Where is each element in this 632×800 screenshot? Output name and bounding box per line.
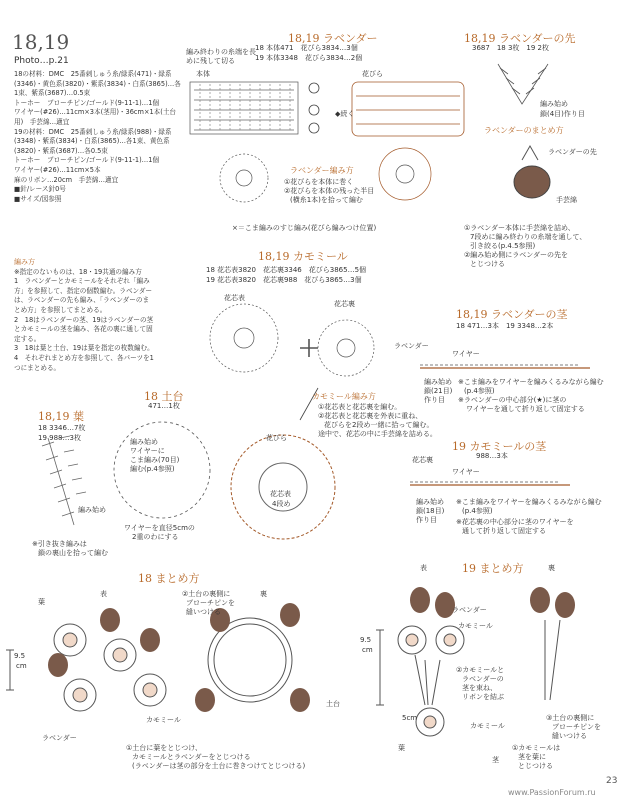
method-block	[14, 258, 189, 373]
finish19-back: 裏	[548, 564, 555, 572]
finish19-ribbon-4: リボンを結ぶ	[462, 693, 504, 701]
base-colors: 471…1枚	[148, 402, 180, 410]
cstem-start-foundation: 作り目	[416, 516, 437, 524]
photo-ref: Photo…p.21	[14, 56, 69, 66]
finish18-flowers	[48, 603, 310, 712]
lavender-legend: ×＝こま編みのすじ編み(花びら編みつけ位置)	[232, 224, 377, 232]
cstem-start: 編み始め	[416, 498, 444, 506]
finish18-note-2: カモミールとラベンダーをとじつける	[132, 753, 251, 761]
finish18-front: 表	[100, 590, 107, 598]
stem-start-foundation: 作り目	[424, 396, 445, 404]
page-number: 23	[606, 776, 618, 786]
method-line: 定する。	[14, 334, 41, 343]
chamomile-step-1: ①花芯表と花芯裏を編む。	[318, 403, 402, 411]
assembly-note-5: とじつける	[470, 260, 505, 268]
leaf-title: 18,19 葉	[38, 410, 84, 423]
finish19-size: 9.5	[360, 636, 372, 644]
lavender-colors-18: 18 本体471 花びら3834…3個	[255, 44, 358, 52]
leaf-note-1: ※引き抜き編みは	[32, 540, 87, 548]
method-line: ※指定のないものは、18・19共通の編み方	[14, 267, 142, 276]
finish18-pin-1: ②土台の裏側に	[182, 590, 231, 598]
chamomile-method-title: カモミール編み方	[312, 392, 376, 401]
chamomile-step-3: 花びらを2段め一緒に拾って編む。	[324, 421, 434, 429]
finish19-pin-3: 縫いつける	[552, 732, 587, 740]
assembly-note-4: ②編み始め側にラベンダーの先を	[464, 251, 568, 259]
stem-title: 18,19 ラベンダーの茎	[456, 308, 568, 321]
lavender-petal-chart	[352, 82, 464, 136]
lavender-step-1: ①花びらを本体に巻く	[284, 178, 354, 186]
lavender-method-title: ラベンダー編み方	[290, 166, 354, 175]
stem-note-4: ワイヤーを通して折り返して固定する	[466, 405, 585, 413]
assembly-note-1: ①ラベンダー本体に手芸綿を詰め、	[464, 224, 575, 232]
finish19-lavender: ラベンダー	[452, 606, 487, 614]
finish19-chamomile-2: カモミール	[470, 722, 505, 730]
base-start-1: 編み始め	[130, 438, 158, 446]
tip-start-chain: 鎖(4目)作り目	[540, 110, 585, 118]
cstem-note-1: ※こま編みをワイヤーを編みくるみながら編む	[456, 498, 602, 506]
chamomile-back-label: 花芯裏	[334, 300, 355, 308]
finish19-stem: 茎	[492, 756, 499, 764]
materials-size: ■サイズ/図参照	[14, 194, 62, 203]
cstem-note-3: ※花芯裏の中心部分に茎のワイヤーを	[456, 518, 574, 526]
base-start-4: 編む(p.4参照)	[130, 465, 175, 473]
chamomile-colors-19: 19 花芯表3820 花芯裏988 花びら3865…3個	[206, 276, 362, 284]
base-start-2: ワイヤーに	[130, 447, 165, 455]
materials-hook: ■針/レース針0号	[14, 185, 66, 194]
materials-18: 18の材料：DMC 25番刺しゅう糸/緑系(471)・緑系(3346)・黄色系(3820)・紫系(3834)・白系(3865)…各1束、紫系(3687)…0.5束	[14, 70, 181, 98]
base-wire-1: ワイヤーを直径5cmの	[124, 524, 195, 532]
finish19-width: 5cm	[402, 714, 418, 722]
materials-18-pin: トーホー ブローチピン/ゴールド(9-11-1)…1個	[14, 98, 160, 107]
stem-start-chain: 鎖(21目)	[424, 387, 453, 395]
leaf-colors-18: 18 3346…7枚	[38, 424, 86, 432]
tip-start: 編み始め	[540, 100, 568, 108]
finish19-chamomile: カモミール	[458, 622, 493, 630]
stem-note-3: ※ラベンダーの中心部分(★)に茎の	[458, 396, 567, 404]
stem-note-1: ※こま編みをワイヤーを編みくるみながら編む	[458, 378, 604, 386]
stem-lavender-label: ラベンダー	[394, 342, 429, 350]
leaf-colors-19: 19 988…3枚	[38, 434, 81, 442]
assembly-tip-label: ラベンダーの先	[548, 148, 597, 156]
finish18-lavender: ラベンダー	[42, 734, 77, 742]
lavender-body-label: 本体	[196, 70, 210, 78]
page-number-title: 18,19	[12, 30, 70, 54]
finish18-pin-2: ブローチピンを	[186, 599, 235, 607]
chamomile-petal-label: 花びら	[266, 434, 287, 442]
chamomile-title: 18,19 カモミール	[258, 250, 348, 263]
lavender-petal-label: 花びら	[362, 70, 383, 78]
finish18-note-1: ①土台に葉をとじつけ、	[126, 744, 202, 752]
lavender-colors-19: 19 本体3348 花びら3834…2個	[255, 54, 363, 62]
materials-19-wire: ワイヤー(#26)…11cm×5本	[14, 165, 101, 174]
method-line: 1 ラベンダーとカモミールをそれぞれ「編み	[14, 277, 150, 286]
finish19-ribbon-1: ②カモミールと	[456, 666, 505, 674]
method-line: つにまとめる。	[14, 363, 61, 372]
method-line: 方」を参照して、指定の個数編む。ラベンダー	[14, 286, 153, 295]
base-start-3: こま編み(70目)	[130, 456, 180, 464]
finish19-leaf: 葉	[398, 744, 405, 752]
finish19-front: 表	[420, 564, 427, 572]
finish19-pin-2: ブローチピンを	[552, 723, 601, 731]
finish18-base: 土台	[326, 700, 340, 708]
chamomile-colors-18: 18 花芯表3820 花芯裏3346 花びら3865…5個	[206, 266, 367, 274]
lavender-step-2: ②花びらを本体の残った半目	[284, 187, 375, 195]
finish19-size-unit: cm	[362, 646, 373, 654]
cstem-title: 19 カモミールの茎	[452, 440, 547, 453]
stem-start: 編み始め	[424, 378, 452, 386]
lavender-continue: ◆続く	[335, 110, 355, 118]
stem-colors: 18 471…3本 19 3348…2本	[456, 322, 554, 330]
method-line: とめ方」を参照してまとめる。	[14, 305, 107, 314]
lavender-end-note: 編み終わりの糸端を長めに残して切る	[186, 48, 256, 65]
lavender-step-3: (横糸1本)を拾って編む	[290, 196, 363, 204]
materials-19: 19の材料：DMC 25番刺しゅう糸/緑系(988)・緑系(3348)・紫系(3834)・白系(3865)…各1束、黄色系(3820)・紫系(3687)…各0.5束	[14, 127, 172, 155]
method-title: 編み方	[14, 258, 35, 266]
materials-block	[14, 70, 184, 204]
cstem-core-label: 花芯裏	[412, 456, 433, 464]
finish19-cam-note-2: 茎を葉に	[518, 753, 546, 761]
chamomile-ring-label: 花芯表	[270, 490, 291, 498]
method-line: 2 18はラベンダーの茎、19はラベンダーの茎	[14, 315, 154, 324]
finish19-ribbon-3: 茎を束ね、	[462, 684, 497, 692]
finish19-pin-1: ③土台の裏側に	[546, 714, 595, 722]
finish18-leaf: 葉	[38, 598, 45, 606]
cstem-note-2: (p.4参照)	[462, 507, 493, 515]
materials-ribbon: 麻のリボン…20cm 手芸綿…適宜	[14, 175, 119, 184]
finish18-title: 18 まとめ方	[138, 572, 200, 585]
finish19-cam-note-1: ①カモミールは	[512, 744, 561, 752]
lavender-title: 18,19 ラベンダー	[288, 32, 378, 45]
leaf-start: 編み始め	[78, 506, 106, 514]
finish19-cam-note-3: とじつける	[518, 762, 553, 770]
finish18-back: 裏	[260, 590, 267, 598]
finish18-size: 9.5	[14, 652, 26, 660]
lavender-chart	[190, 82, 298, 134]
tip-colors: 3687 18 3枚 19 2枚	[472, 44, 549, 52]
stem-wire-label: ワイヤー	[452, 350, 480, 358]
assembly-note-3: 引き絞る(p.4.5参照)	[470, 242, 536, 250]
chamomile-front-label: 花芯表	[224, 294, 245, 302]
cstem-wire-label: ワイヤー	[452, 468, 480, 476]
materials-19-pin: トーホー ブローチピン/ゴールド(9-11-1)…1個	[14, 156, 160, 165]
finish18-note-3: (ラベンダーは茎の部分を土台に巻きつけてとじつける)	[132, 762, 306, 770]
stem-note-2: (p.4参照)	[464, 387, 495, 395]
method-line: とカモミールの茎を編み、各花の裏に通して固	[14, 325, 153, 334]
chamomile-ring-rows: 4段め	[272, 500, 291, 508]
materials-18-wire: ワイヤー(#26)…11cm×3本(茎用)・36cm×1本(土台用) 手芸綿…適宜	[14, 108, 177, 126]
chamomile-step-2: ②花芯表と花芯裏を外表に重ね、	[318, 412, 423, 420]
assembly-note-2: 7段めに編み終わりの糸端を通して、	[470, 233, 587, 241]
leaf-note-2: 鎖の裏山を拾って編む	[38, 549, 108, 557]
assembly-wata-label: 手芸綿	[556, 196, 577, 204]
cstem-note-4: 通して折り返して固定する	[462, 527, 546, 535]
tip-title: 18,19 ラベンダーの先	[464, 32, 576, 45]
finish18-chamomile: カモミール	[146, 716, 181, 724]
method-line: 4 それぞれまとめ方を参照して、各パーツを1	[14, 353, 154, 362]
base-wire-2: 2重のわにする	[132, 533, 179, 541]
finish18-pin-3: 縫いつける	[186, 608, 221, 616]
chamomile-step-4: 途中で、花芯の中に手芸綿を詰める。	[318, 430, 437, 438]
method-line: は、ラベンダーの先も編み、「ラベンダーのま	[14, 296, 150, 305]
finish19-ribbon-2: ラベンダーの	[462, 675, 504, 683]
assembly-title: ラベンダーのまとめ方	[484, 126, 564, 135]
base-title: 18 土台	[144, 390, 184, 403]
watermark: www.PassionForum.ru	[508, 788, 596, 797]
finish19-title: 19 まとめ方	[462, 562, 524, 575]
cstem-colors: 988…3本	[476, 452, 508, 460]
finish18-size-unit: cm	[16, 662, 27, 670]
method-line: 3 18は葉と土台、19は葉を指定の枚数編む。	[14, 344, 154, 353]
cstem-start-chain: 鎖(18目)	[416, 507, 445, 515]
